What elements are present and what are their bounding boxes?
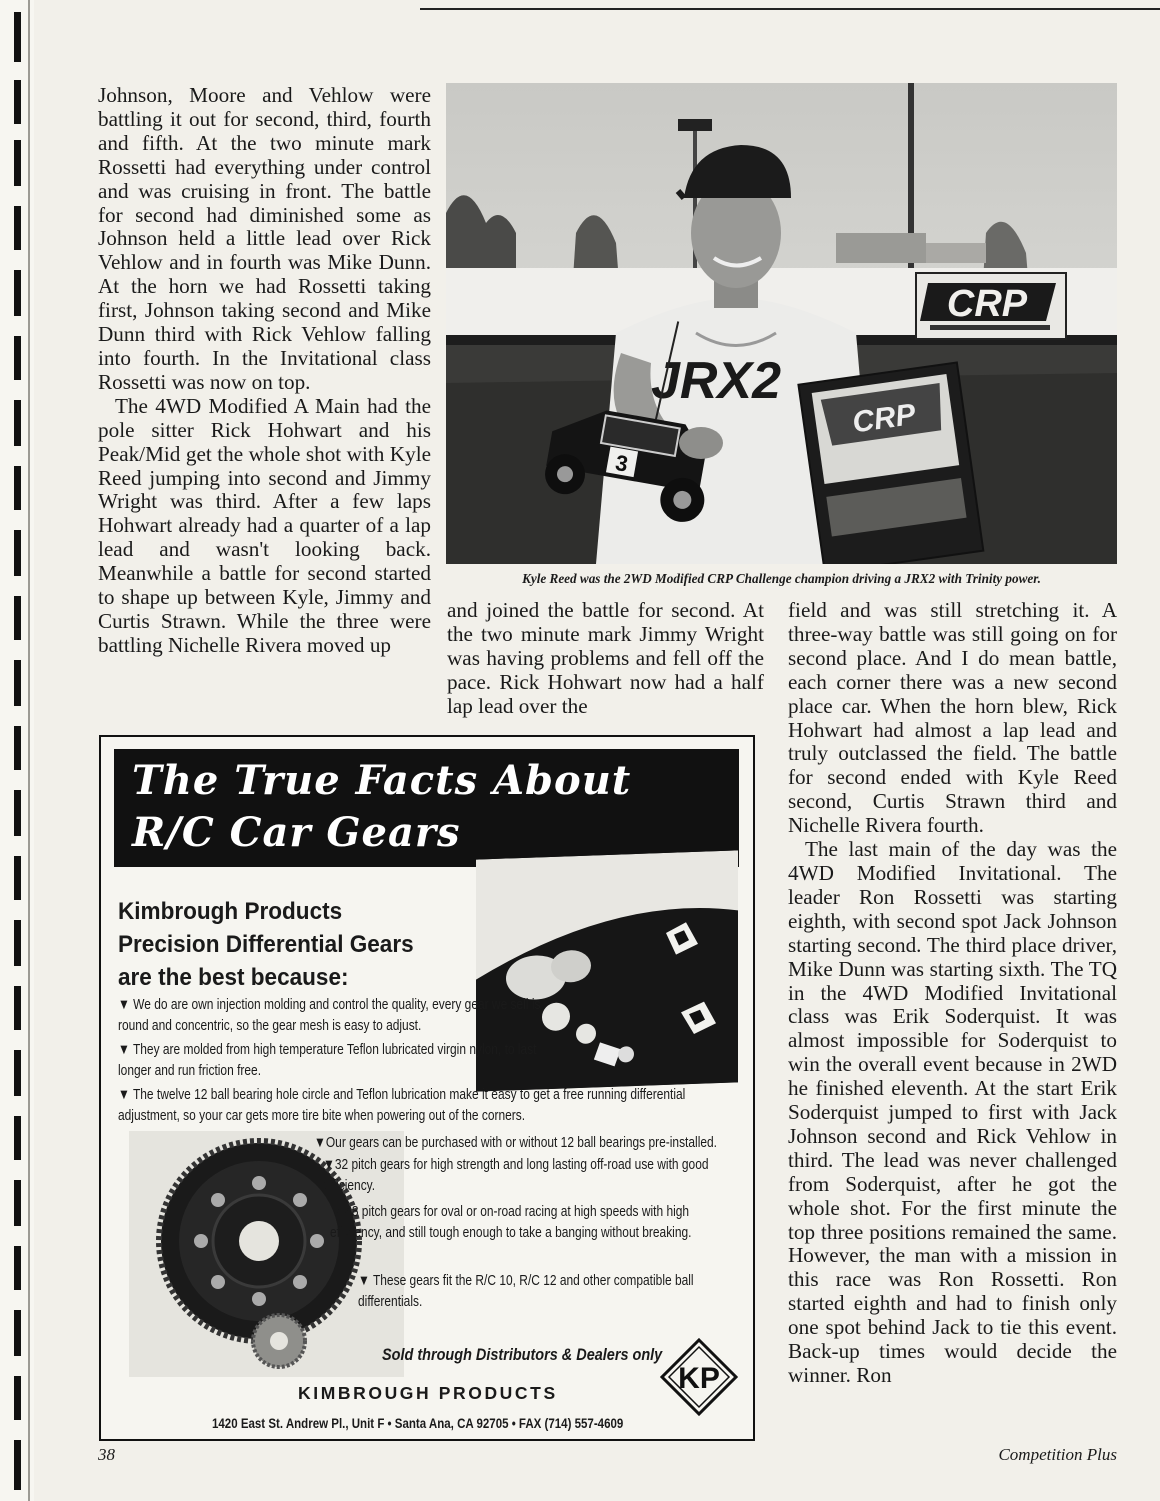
paragraph: and joined the battle for second. At the two minute mark Jimmy Wright was having problems and fell off the pace. Rick Hohwart now had a half lap lead over the xyxy=(447,598,764,718)
photo-caption: Kyle Reed was the 2WD Modified CRP Challenge champion driving a JRX2 with Trinity power. xyxy=(522,571,1041,586)
svg-text:KP: KP xyxy=(678,1362,720,1395)
ad-headline-line: Precision Differential Gears xyxy=(118,931,414,958)
ad-headline xyxy=(118,895,449,994)
paragraph: Johnson, Moore and Vehlow were battling it out for second, third, fourth and fifth. At the two minute mark Rossetti had everything under control and was cruising in front. The battle for second had diminished some as Johnson held a little lead over Rick Vehlow and in fourth was Mike Dunn. At the horn we had Rossetti taking first, Johnson taking second and Mike Dunn third with Rick Vehlow falling into fourth. In the Invitational class Rossetti was now on top. xyxy=(98,83,431,394)
paragraph: The last main of the day was the 4WD Modified Invitational. The leader Ron Rossetti was starting eighth, with second spot Jack Johnson starting second. The third place driver, Mike Dunn was starting sixth. The TQ in the 4WD Modified Invitational class was Erik Soderquist. It was almost impossible for Soderquist to win the overall event because in 2WD he finished eleventh. At the start Erik Soderquist jumped to first with Jack Johnson second and Rick Vehlow in third. The lead was never challenged from Soderquist, after he got the whole shot. For the first minute the top three positions remained the same. However, the man with a mission in this race was Ron Rossetti. Ron started eighth and had to finish only one spot behind Jack to tie this event. Back-up times would decide the winner. Ron xyxy=(788,837,1117,1387)
ad-bullet: ▼ The twelve 12 ball bearing hole circle and Teflon lubrication make it easy to get a free running differential adjustment, so your car gets more tire bite when powering out of the corners. xyxy=(118,1087,686,1124)
top-rule xyxy=(420,8,1160,10)
article-column-3 xyxy=(788,599,1117,1388)
kimbrough-advertisement xyxy=(99,735,755,1441)
ad-headline-line: Kimbrough Products xyxy=(118,898,343,925)
ad-bullet: ▼32 pitch gears for high strength and long lasting off-road use with good efficiency. xyxy=(323,1157,709,1194)
ad-title-banner xyxy=(114,749,739,867)
ad-headline-line: are the best because: xyxy=(118,964,349,991)
race-photo xyxy=(446,83,1117,564)
article-column-1 xyxy=(98,84,431,658)
ad-bullet: ▼Our gears can be purchased with or without 12 ball bearings pre-installed. xyxy=(314,1135,717,1151)
page-binding-edge xyxy=(0,0,34,1501)
ad-brand-name: KIMBROUGH PRODUCTS xyxy=(298,1383,558,1403)
ad-bullet: ▼ 48 pitch gears for oval or on-road racing at high speeds with high efficiency, and still tough enough to take a banging without breaking. xyxy=(330,1204,692,1241)
page-number: 38 xyxy=(98,1445,115,1464)
shirt-text: JRX2 xyxy=(650,352,782,410)
banner-text: CRP xyxy=(946,283,1028,325)
paragraph: The 4WD Modified A Main had the pole sitter Rick Hohwart and his Peak/Mid get the whole shot with Kyle Reed jumping into second and Jimmy Wright was third. After a few laps Hohwart already had a quarter of a lap lead and wasn't looking back. Meanwhile a battle for second started to shape up between Kyle, Jimmy and Curtis Strawn. While the three were battling Nichelle Rivera moved up xyxy=(98,393,431,657)
ad-address: 1420 East St. Andrew Pl., Unit F • Santa Ana, CA 92705 • FAX (714) 557-4609 xyxy=(212,1416,624,1431)
car-number: 3 xyxy=(613,449,630,477)
paragraph: field and was still stretching it. A three-way battle was still going on for second place. And I do mean battle, each corner there was a new second place car. When the horn blew, Rick Hohwart had almost a lap lead and truly outclassed the field. The battle for second ended with Kyle Reed second, Curtis Strawn third and Nichelle Rivera fourth. xyxy=(788,598,1117,838)
magazine-name: Competition Plus xyxy=(998,1445,1117,1464)
ad-bullet: ▼ We do are own injection molding and control the quality, every gear we sell is round and concentric, so the gear mesh is easy to adjust. xyxy=(118,997,541,1034)
ad-title-line-1: The True Facts About xyxy=(132,757,632,804)
article-column-2 xyxy=(447,599,764,719)
ad-sold-through: Sold through Distributors & Dealers only xyxy=(382,1345,663,1364)
ad-bullet: ▼ They are molded from high temperature Teflon lubricated virgin nylon, to last longer and run friction free. xyxy=(118,1042,537,1079)
ad-bullet: ▼ These gears fit the R/C 10, R/C 12 and other compatible ball differentials. xyxy=(358,1273,694,1310)
photo-illustration xyxy=(446,83,1117,564)
kp-logo-icon xyxy=(660,1338,738,1416)
plaque-text: CRP xyxy=(850,397,918,440)
ad-title-line-2: R/C Car Gears xyxy=(132,809,461,856)
